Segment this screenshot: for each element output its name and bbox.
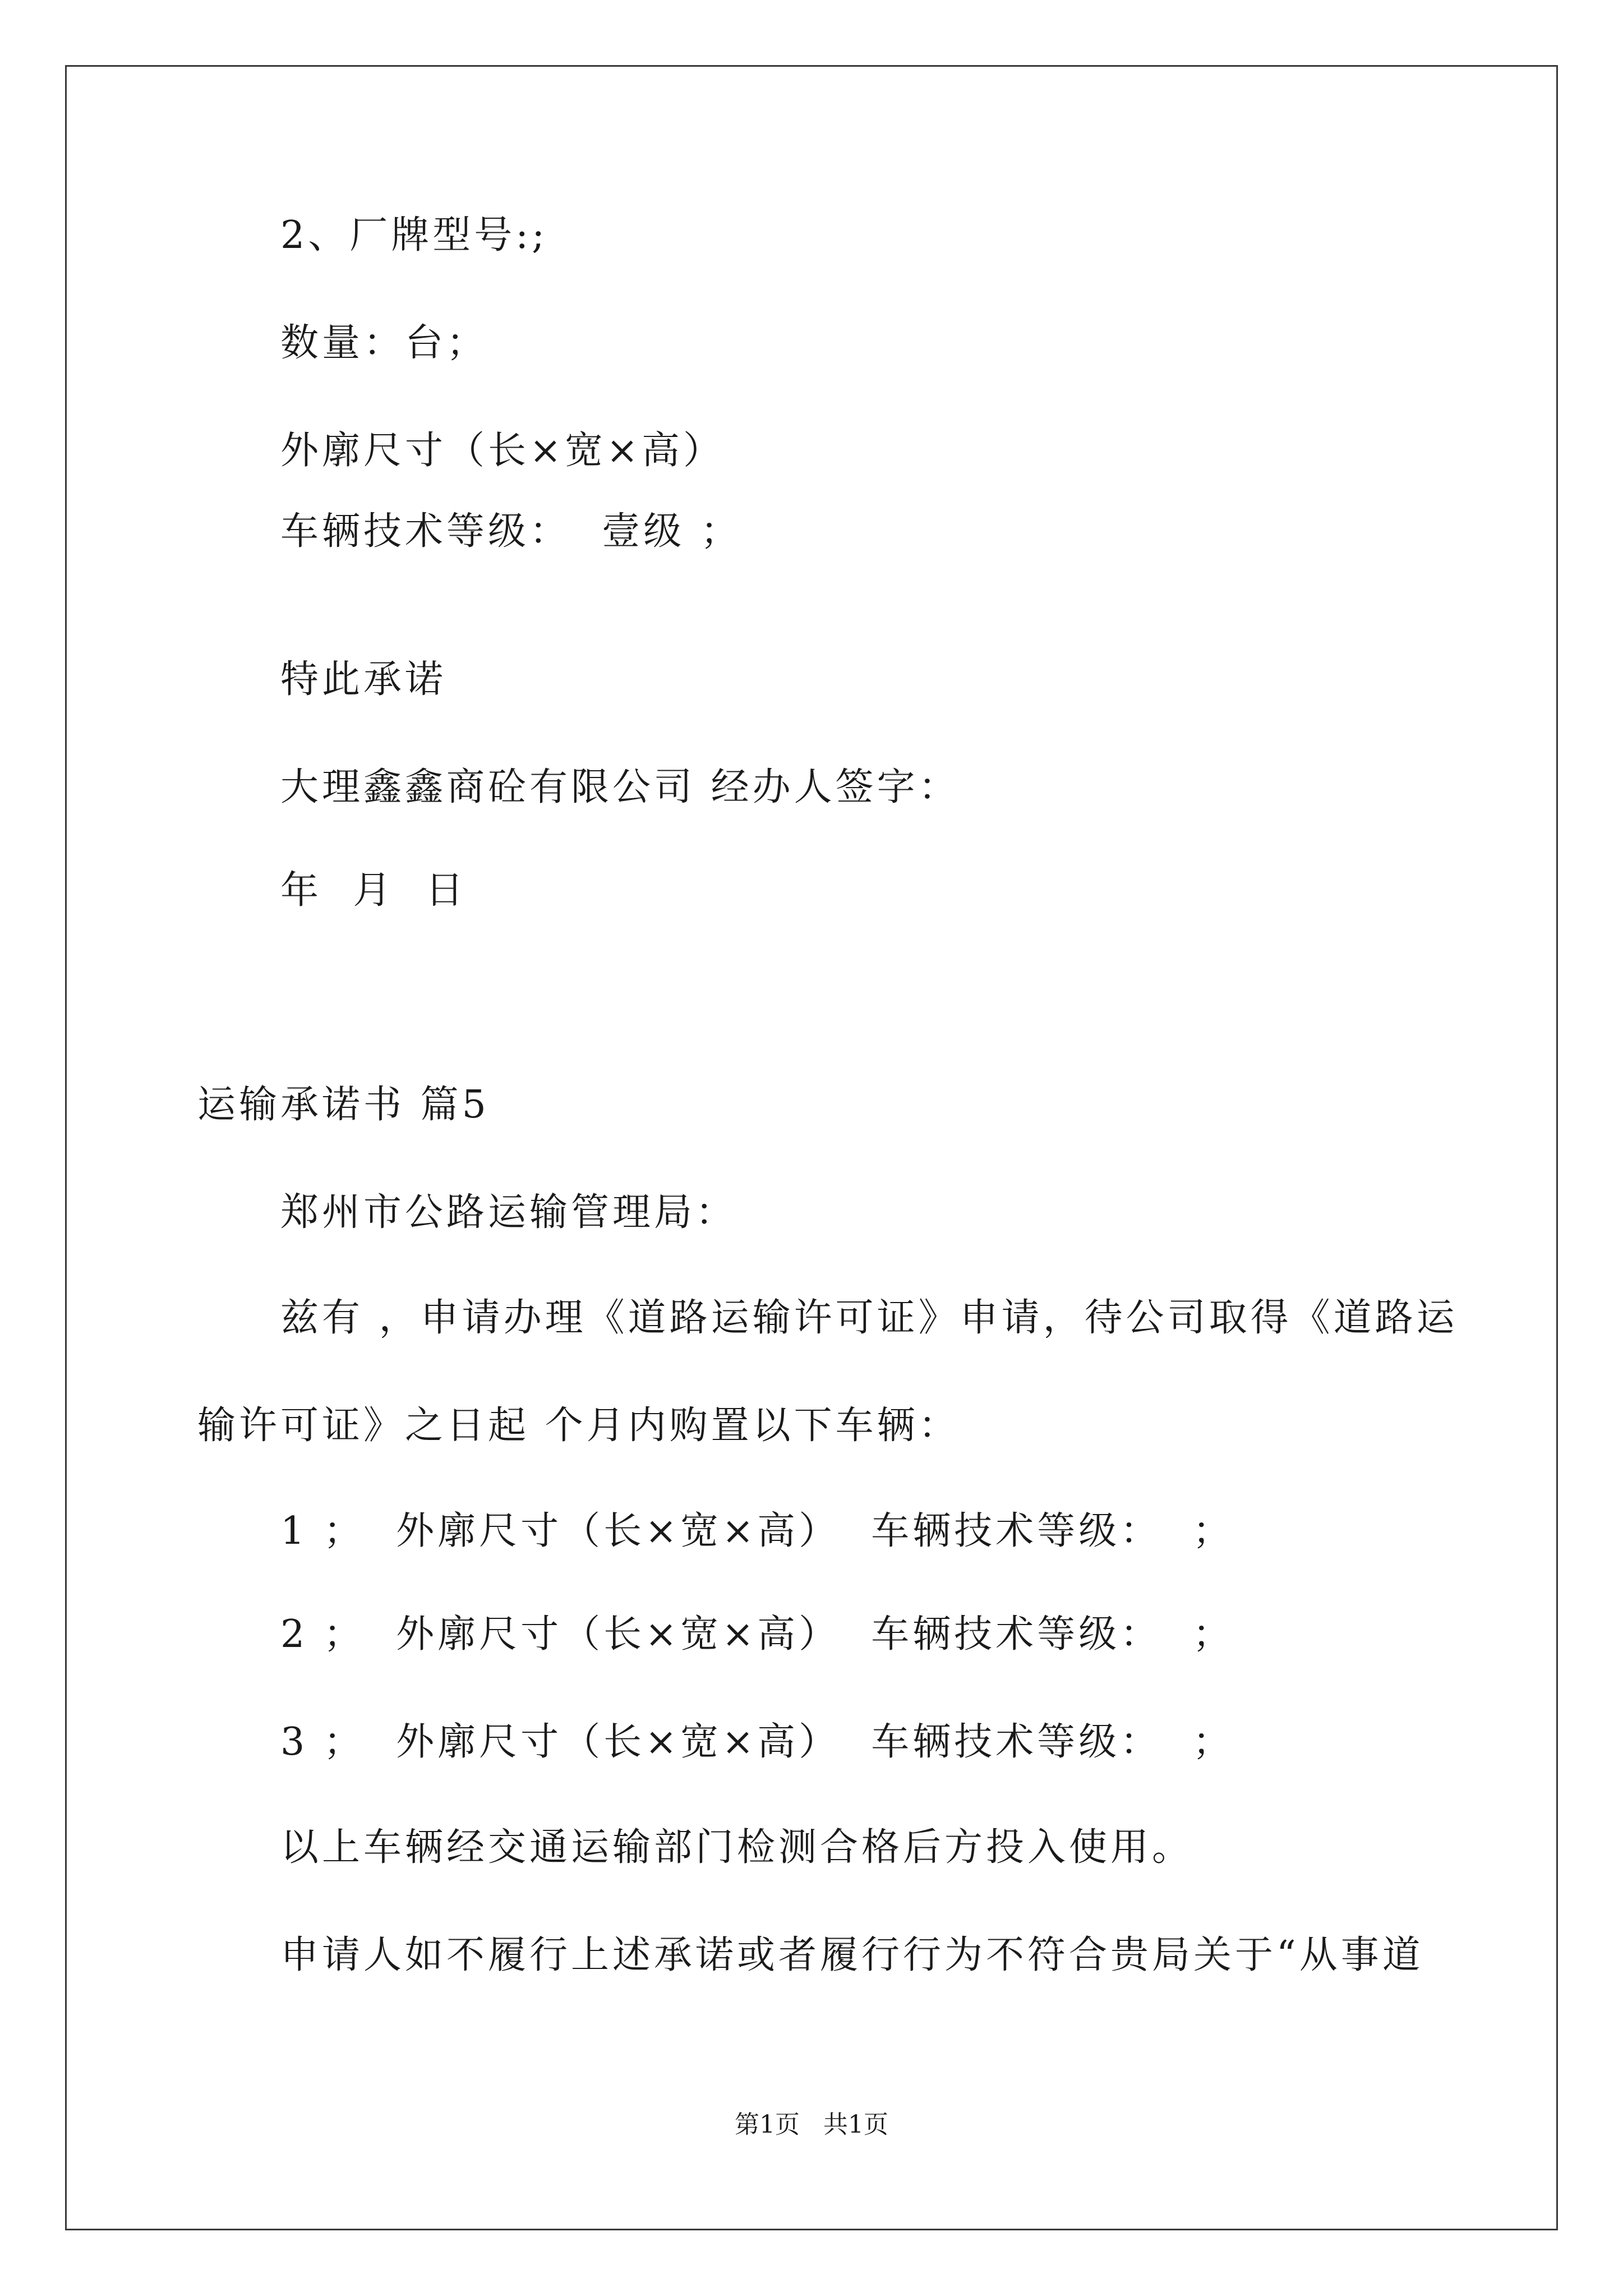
- vehicle-item: 3 ； 外廓尺寸（长×宽×高） 车辆技术等级： ；: [280, 1720, 1234, 1764]
- tech-grade-line: 车辆技术等级： 壹级 ；: [280, 509, 742, 554]
- section-heading: 运输承诺书 篇5: [197, 1083, 490, 1127]
- paragraph-line: 兹有 ，申请办理《道路运输许可证》申请，待公司取得《道路运: [280, 1296, 1458, 1340]
- page-footer: 第1页 共1页: [735, 2110, 888, 2139]
- addressee: 郑州市公路运输管理局：: [280, 1190, 737, 1235]
- paragraph-line: 申请人如不履行上述承诺或者履行行为不符合贵局关于“从事道: [280, 1933, 1424, 1977]
- pledge-line: 特此承诺: [280, 657, 447, 702]
- dimensions-line: 外廓尺寸（长×宽×高）: [280, 429, 725, 473]
- vehicle-item: 1 ； 外廓尺寸（长×宽×高） 车辆技术等级： ；: [280, 1509, 1234, 1553]
- vehicle-item: 2 ； 外廓尺寸（长×宽×高） 车辆技术等级： ；: [280, 1612, 1234, 1657]
- page-border: [65, 65, 1558, 2230]
- paragraph-line: 以上车辆经交通运输部门检测合格后方投入使用。: [280, 1825, 1194, 1870]
- company-signature-line: 大理鑫鑫商砼有限公司 经办人签字：: [280, 765, 960, 809]
- model-line: 2、厂牌型号:;: [280, 213, 548, 257]
- paragraph-line: 输许可证》之日起 个月内购置以下车辆：: [197, 1404, 960, 1448]
- date-line: 年 月 日: [280, 868, 467, 913]
- quantity-line: 数量：台；: [280, 321, 488, 365]
